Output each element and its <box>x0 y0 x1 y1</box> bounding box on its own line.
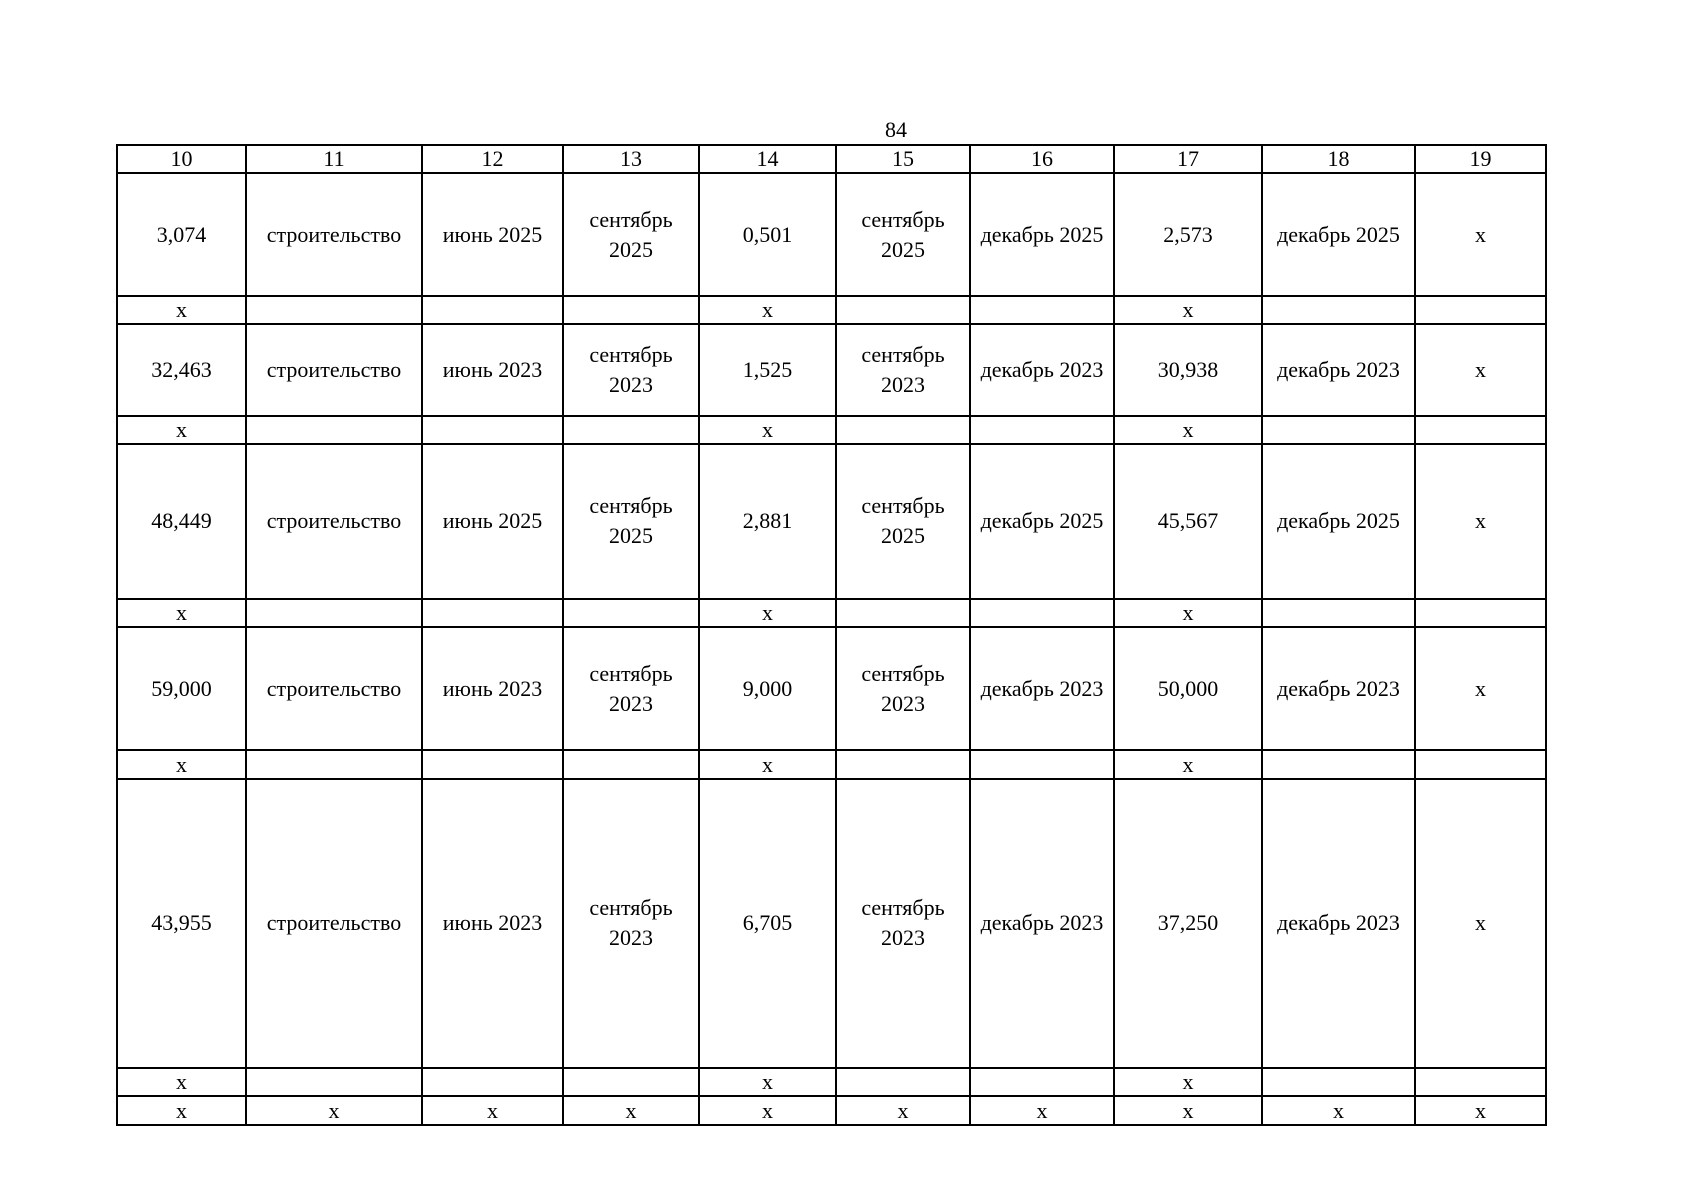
table-row <box>117 173 1546 295</box>
table-cell: х <box>422 1096 563 1125</box>
table-cell <box>246 1068 422 1096</box>
table-cell: 6,705 <box>699 779 836 1068</box>
table-cell: июнь 2023 <box>422 779 563 1068</box>
table-cell: х <box>117 599 246 627</box>
table-cell: 37,250 <box>1114 779 1262 1068</box>
table-subrow <box>117 416 1546 444</box>
table-cell: 43,955 <box>117 779 246 1068</box>
table-cell <box>563 1068 699 1096</box>
table-cell: декабрь 2023 <box>1262 627 1415 750</box>
table-cell: х <box>1114 1096 1262 1125</box>
column-number: 14 <box>699 145 836 173</box>
table-cell: 2,881 <box>699 444 836 599</box>
column-number: 13 <box>563 145 699 173</box>
table-cell: 1,525 <box>699 324 836 416</box>
table-cell: декабрь 2025 <box>970 444 1114 599</box>
table-cell: х <box>699 750 836 778</box>
table-cell: х <box>1415 627 1546 750</box>
table-cell <box>836 296 970 324</box>
table-cell: сентябрь 2025 <box>563 173 699 295</box>
table-cell <box>970 1068 1114 1096</box>
table-cell <box>836 416 970 444</box>
table-cell: сентябрь 2023 <box>563 324 699 416</box>
table-total-row <box>117 1096 1546 1125</box>
table-cell: х <box>1415 173 1546 295</box>
table-cell: х <box>1114 1068 1262 1096</box>
table-subrow <box>117 750 1546 778</box>
table-cell: х <box>1415 779 1546 1068</box>
column-number: 17 <box>1114 145 1262 173</box>
table-cell: декабрь 2025 <box>970 173 1114 295</box>
table-row <box>117 324 1546 416</box>
table-cell: сентябрь 2025 <box>563 444 699 599</box>
table-cell: сентябрь 2023 <box>563 779 699 1068</box>
table-cell <box>1262 416 1415 444</box>
table-cell: июнь 2025 <box>422 444 563 599</box>
table-cell: декабрь 2025 <box>1262 173 1415 295</box>
table-cell <box>970 750 1114 778</box>
table-cell <box>836 599 970 627</box>
table-cell: х <box>1114 599 1262 627</box>
table-cell: х <box>699 599 836 627</box>
table-cell: х <box>1415 444 1546 599</box>
table-cell <box>836 1068 970 1096</box>
column-number: 16 <box>970 145 1114 173</box>
table-cell: декабрь 2023 <box>970 324 1114 416</box>
table-cell: 9,000 <box>699 627 836 750</box>
table-row <box>117 627 1546 750</box>
column-number-row <box>117 145 1546 173</box>
table-cell <box>246 296 422 324</box>
table-cell <box>246 599 422 627</box>
table-cell: 30,938 <box>1114 324 1262 416</box>
table-cell <box>836 750 970 778</box>
table-cell <box>970 416 1114 444</box>
table-cell <box>1415 750 1546 778</box>
table-cell: строительство <box>246 444 422 599</box>
table-cell: х <box>1262 1096 1415 1125</box>
table-cell: сентябрь 2025 <box>836 173 970 295</box>
column-number: 10 <box>117 145 246 173</box>
table-cell <box>422 599 563 627</box>
table-cell: х <box>1114 750 1262 778</box>
table-cell <box>1262 750 1415 778</box>
table-cell: х <box>117 1096 246 1125</box>
table-cell: сентябрь 2023 <box>836 779 970 1068</box>
table-cell: х <box>1415 324 1546 416</box>
column-number: 19 <box>1415 145 1546 173</box>
table-cell <box>970 599 1114 627</box>
table-cell <box>422 1068 563 1096</box>
table-cell: 59,000 <box>117 627 246 750</box>
table-cell: сентябрь 2025 <box>836 444 970 599</box>
table-cell <box>246 750 422 778</box>
table-cell: 3,074 <box>117 173 246 295</box>
column-number: 11 <box>246 145 422 173</box>
table-cell: декабрь 2023 <box>970 627 1114 750</box>
table-cell: х <box>117 750 246 778</box>
table-cell: сентябрь 2023 <box>836 627 970 750</box>
table-cell <box>1262 296 1415 324</box>
table-cell: х <box>699 296 836 324</box>
table-cell <box>422 296 563 324</box>
column-number: 18 <box>1262 145 1415 173</box>
table-cell <box>970 296 1114 324</box>
table-cell: сентябрь 2023 <box>836 324 970 416</box>
table-cell: июнь 2023 <box>422 324 563 416</box>
table-cell <box>563 599 699 627</box>
table-cell: 2,573 <box>1114 173 1262 295</box>
column-number: 12 <box>422 145 563 173</box>
table-row <box>117 779 1546 1068</box>
table-cell: х <box>563 1096 699 1125</box>
table-cell <box>563 750 699 778</box>
table-cell: 50,000 <box>1114 627 1262 750</box>
table-cell <box>563 416 699 444</box>
table-cell <box>422 750 563 778</box>
table-cell: х <box>1415 1096 1546 1125</box>
table-cell: х <box>117 416 246 444</box>
table-subrow <box>117 599 1546 627</box>
table-cell: декабрь 2025 <box>1262 444 1415 599</box>
table-cell: х <box>699 1068 836 1096</box>
table-cell: х <box>836 1096 970 1125</box>
table-cell: х <box>117 296 246 324</box>
table-cell <box>1415 1068 1546 1096</box>
table-cell: 32,463 <box>117 324 246 416</box>
table-cell: июнь 2025 <box>422 173 563 295</box>
table-cell: сентябрь 2023 <box>563 627 699 750</box>
table-cell: х <box>1114 416 1262 444</box>
page-number: 84 <box>885 117 907 142</box>
table-cell <box>1262 1068 1415 1096</box>
table-cell: декабрь 2023 <box>970 779 1114 1068</box>
column-number: 15 <box>836 145 970 173</box>
table-cell <box>563 296 699 324</box>
table-row <box>117 444 1546 599</box>
table-cell: строительство <box>246 173 422 295</box>
table-cell <box>1415 296 1546 324</box>
table-cell: декабрь 2023 <box>1262 779 1415 1068</box>
table-cell: х <box>699 1096 836 1125</box>
table-cell: х <box>1114 296 1262 324</box>
table-cell: строительство <box>246 627 422 750</box>
table-subrow <box>117 296 1546 324</box>
table-cell: х <box>699 416 836 444</box>
table-cell <box>1415 416 1546 444</box>
table-cell: 45,567 <box>1114 444 1262 599</box>
table-cell <box>422 416 563 444</box>
table-cell: х <box>970 1096 1114 1125</box>
table-cell: х <box>246 1096 422 1125</box>
table-cell: строительство <box>246 779 422 1068</box>
table-cell: х <box>117 1068 246 1096</box>
table-cell: июнь 2023 <box>422 627 563 750</box>
table-cell: 0,501 <box>699 173 836 295</box>
table-subrow <box>117 1068 1546 1096</box>
table-cell <box>1262 599 1415 627</box>
data-table <box>116 144 1547 1126</box>
table-cell: строительство <box>246 324 422 416</box>
table-cell: декабрь 2023 <box>1262 324 1415 416</box>
table-cell <box>1415 599 1546 627</box>
table-cell: 48,449 <box>117 444 246 599</box>
table-cell <box>246 416 422 444</box>
